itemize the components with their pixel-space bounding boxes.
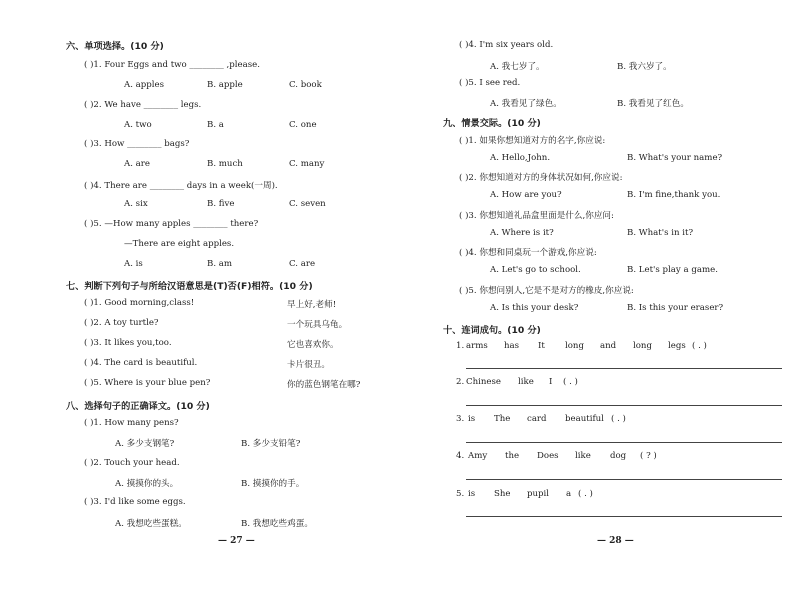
s10-q4-num: 4.	[456, 451, 465, 461]
s9-q5: ( )5. 你想问别人,它是不是对方的橡皮,你应说:	[459, 286, 634, 296]
s10-q2-word: I	[549, 377, 553, 387]
s6-q5-a: A. is	[124, 259, 143, 269]
s8-q3-a: A. 我想吃些蛋糕。	[115, 519, 187, 529]
s8-q2-b: B. 摸摸你的手。	[241, 479, 305, 489]
s9-q1: ( )1. 如果你想知道对方的名字,你应说:	[459, 136, 606, 146]
page-number-right: — 28 —	[597, 536, 634, 546]
s6-q4-c: C. seven	[289, 199, 326, 209]
s10-q2-word: like	[518, 377, 534, 387]
s8-q3: ( )3. I'd like some eggs.	[84, 497, 186, 507]
s7-q1-cn: 早上好,老师!	[287, 300, 337, 310]
s6-q5: ( )5. —How many apples ________ there?	[84, 219, 259, 229]
s6-q3-b: B. much	[207, 159, 243, 169]
s6-q1-b: B. apple	[207, 80, 243, 90]
s10-q3-word: is	[468, 414, 476, 424]
s7-q1: ( )1. Good morning,class!	[84, 298, 195, 308]
s10-q4-word: like	[575, 451, 591, 461]
s10-q1-word: and	[600, 341, 617, 351]
s10-q1-word: ( . )	[692, 341, 707, 351]
s9-q3: ( )3. 你想知道礼品盒里面是什么,你应问:	[459, 211, 614, 221]
s6-q3-a: A. are	[124, 159, 150, 169]
s10-q2-word: Chinese	[466, 377, 501, 387]
s10-q5-word: ( . )	[578, 489, 593, 499]
s6-q1-a: A. apples	[124, 80, 165, 90]
s10-q1-word: long	[633, 341, 652, 351]
s10-q5-word: pupil	[527, 489, 550, 499]
s9-q2-b: B. I'm fine,thank you.	[627, 190, 721, 200]
s9-q5-b: B. Is this your eraser?	[627, 303, 724, 313]
section-9-heading: 九、情景交际。(10 分)	[443, 118, 541, 129]
s6-q2-a: A. two	[124, 120, 152, 130]
s8-q5: ( )5. I see red.	[459, 78, 521, 88]
s8-q4-a: A. 我七岁了。	[490, 62, 545, 72]
s7-q2: ( )2. A toy turtle?	[84, 318, 159, 328]
s6-q4-a: A. six	[124, 199, 148, 209]
s10-q3-word: beautiful	[565, 414, 604, 424]
s8-q1-a: A. 多少支钢笔?	[115, 439, 175, 449]
s10-q1-word: long	[565, 341, 584, 351]
s7-q5-cn: 你的蓝色钢笔在哪?	[287, 380, 361, 390]
section-6-heading: 六、单项选择。(10 分)	[66, 41, 164, 52]
s8-q4: ( )4. I'm six years old.	[459, 40, 554, 50]
section-7-heading: 七、判断下列句子与所给汉语意思是(T)否(F)相符。(10 分)	[66, 281, 313, 292]
s6-q4: ( )4. There are ________ days in a week(一周).	[84, 181, 278, 191]
s8-q2-a: A. 摸摸你的头。	[115, 479, 179, 489]
page-number-left: — 27 —	[218, 536, 255, 546]
s6-q2-c: C. one	[289, 120, 317, 130]
s6-q5-c: C. are	[289, 259, 316, 269]
s10-q4-word: Does	[537, 451, 559, 461]
s9-q3-a: A. Where is it?	[490, 228, 554, 238]
s8-q1-b: B. 多少支铅笔?	[241, 439, 301, 449]
s9-q3-b: B. What's in it?	[627, 228, 694, 238]
s9-q1-a: A. Hello,John.	[490, 153, 551, 163]
s8-q5-a: A. 我看见了绿色。	[490, 99, 562, 109]
s7-q4-cn: 卡片很丑。	[287, 360, 330, 370]
s10-q3-word: ( . )	[611, 414, 626, 424]
s6-q1-c: C. book	[289, 80, 322, 90]
s10-q5-word: is	[468, 489, 476, 499]
s9-q4: ( )4. 你想和同桌玩一个游戏,你应说:	[459, 248, 597, 258]
answer-line[interactable]	[466, 442, 782, 443]
s6-q3-c: C. many	[289, 159, 325, 169]
s9-q1-b: B. What's your name?	[627, 153, 723, 163]
s9-q4-b: B. Let's play a game.	[627, 265, 718, 275]
s7-q5: ( )5. Where is your blue pen?	[84, 378, 211, 388]
section-10-heading: 十、连词成句。(10 分)	[443, 325, 541, 336]
s6-q5-line2: —There are eight apples.	[124, 239, 235, 249]
answer-line[interactable]	[466, 405, 782, 406]
s10-q1-word: arms	[466, 341, 488, 351]
s6-q1: ( )1. Four Eggs and two ________ ,please.	[84, 60, 260, 70]
s10-q3-word: card	[527, 414, 547, 424]
s9-q4-a: A. Let's go to school.	[490, 265, 581, 275]
s8-q4-b: B. 我六岁了。	[617, 62, 672, 72]
s7-q4: ( )4. The card is beautiful.	[84, 358, 198, 368]
s10-q2-word: ( . )	[563, 377, 578, 387]
s6-q2: ( )2. We have ________ legs.	[84, 100, 202, 110]
section-8-heading: 八、选择句子的正确译文。(10 分)	[66, 401, 210, 412]
s10-q1-word: It	[538, 341, 545, 351]
s9-q5-a: A. Is this your desk?	[490, 303, 579, 313]
s10-q5-word: She	[494, 489, 511, 499]
s6-q3: ( )3. How ________ bags?	[84, 139, 190, 149]
s6-q4-b: B. five	[207, 199, 235, 209]
s10-q5-num: 5.	[456, 489, 465, 499]
s10-q5-word: a	[566, 489, 572, 499]
s9-q2: ( )2. 你想知道对方的身体状况如何,你应说:	[459, 173, 623, 183]
s10-q4-word: Amy	[468, 451, 488, 461]
s8-q2: ( )2. Touch your head.	[84, 458, 180, 468]
s10-q4-word: the	[505, 451, 520, 461]
s9-q2-a: A. How are you?	[490, 190, 562, 200]
s7-q3-cn: 它也喜欢你。	[287, 340, 339, 350]
s10-q1-word: has	[504, 341, 520, 351]
s8-q3-b: B. 我想吃些鸡蛋。	[241, 519, 313, 529]
s10-q4-word: ( ? )	[640, 451, 657, 461]
s10-q4-word: dog	[610, 451, 627, 461]
s10-q1-num: 1.	[456, 341, 465, 351]
s6-q5-b: B. am	[207, 259, 233, 269]
s10-q3-word: The	[494, 414, 511, 424]
answer-line[interactable]	[466, 516, 782, 517]
s7-q2-cn: 一个玩具乌龟。	[287, 320, 348, 330]
s10-q1-word: legs	[668, 341, 686, 351]
s8-q1: ( )1. How many pens?	[84, 418, 179, 428]
s7-q3: ( )3. It likes you,too.	[84, 338, 172, 348]
s10-q2-num: 2.	[456, 377, 465, 387]
s8-q5-b: B. 我看见了红色。	[617, 99, 689, 109]
answer-line[interactable]	[466, 368, 782, 369]
answer-line[interactable]	[466, 479, 782, 480]
s10-q3-num: 3.	[456, 414, 465, 424]
s6-q2-b: B. a	[207, 120, 224, 130]
